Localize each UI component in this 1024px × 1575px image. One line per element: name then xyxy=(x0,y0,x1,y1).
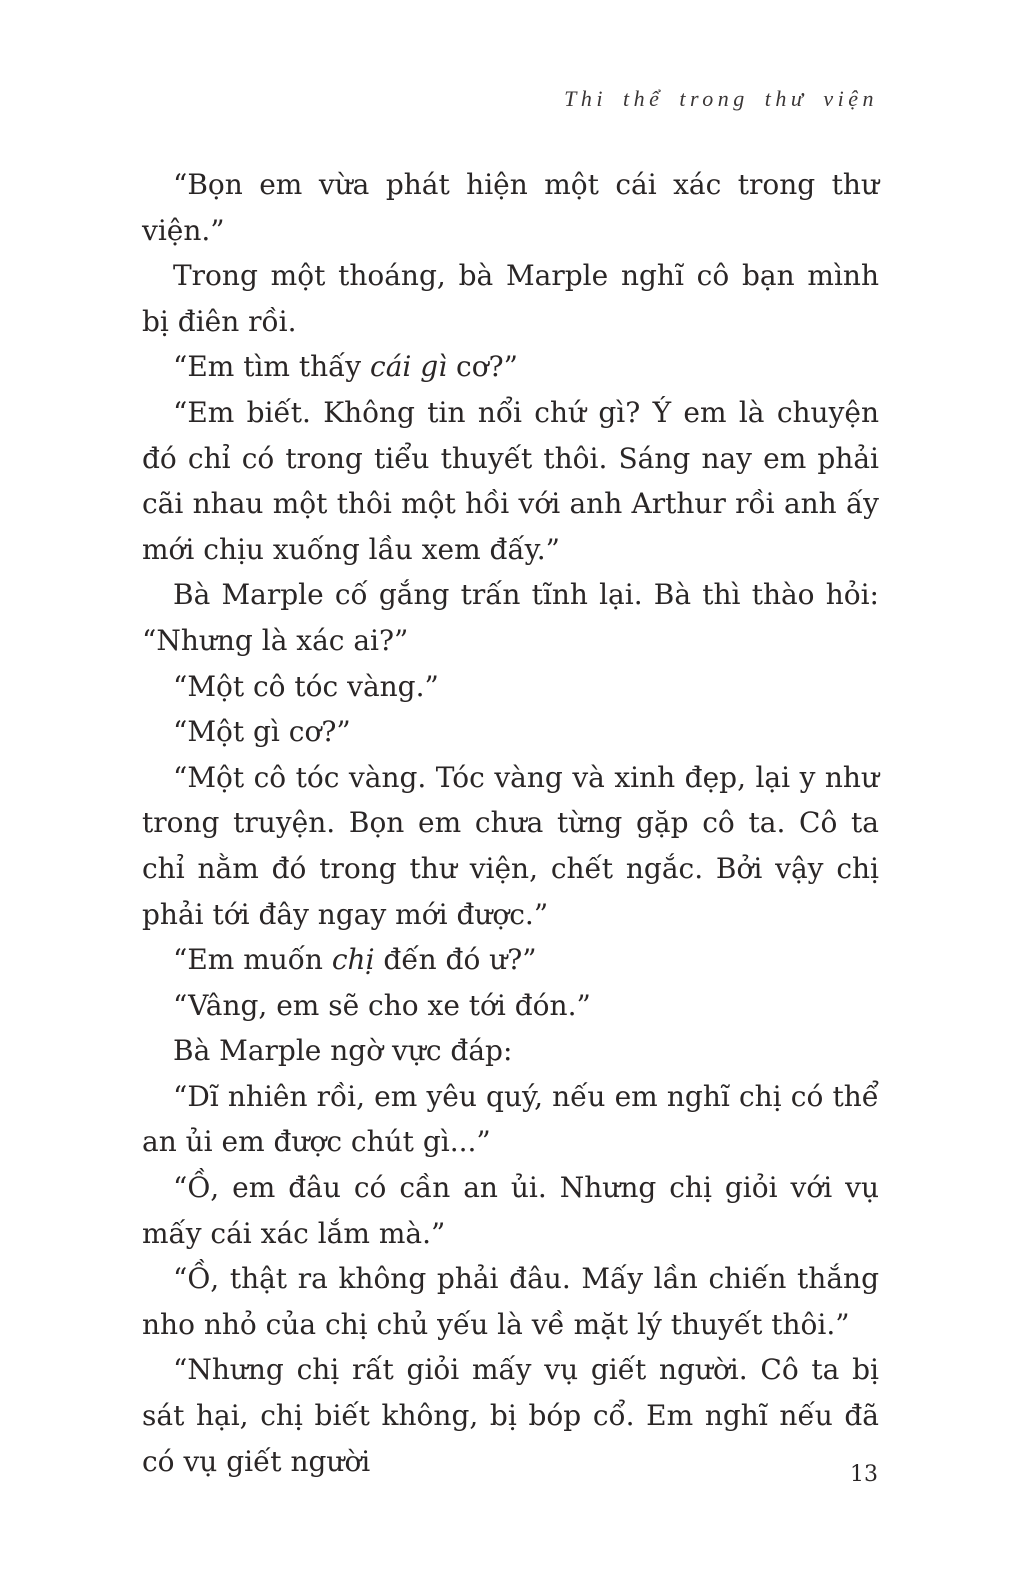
paragraph: “Một gì cơ?” xyxy=(173,715,351,749)
paragraph: “Vâng, em sẽ cho xe tới đón.” xyxy=(173,988,591,1022)
running-head-title: Thi thể trong thư viện xyxy=(564,86,878,111)
paragraph: Trong một thoáng, bà Marple nghĩ cô bạn mình bị điên rồi. xyxy=(142,259,879,338)
paragraph: Bà Marple cố gắng trấn tĩnh lại. Bà thì thào hỏi: “Nhưng là xác ai?” xyxy=(142,578,879,657)
paragraph: “Một cô tóc vàng. Tóc vàng và xinh đẹp, lại y như trong truyện. Bọn em chưa từng gặp cô ta. Cô ta chỉ nằm đó trong thư viện, chết ngắc. Bởi vậy chị phải tới đây ngay mới được.” xyxy=(142,760,879,931)
paragraph-text: “Em tìm thấy xyxy=(173,350,371,384)
paragraph-text: cơ?” xyxy=(447,350,518,384)
emphasis-text: cái gì xyxy=(370,350,448,384)
paragraph: “Ồ, thật ra không phải đâu. Mấy lần chiến thắng nho nhỏ của chị chủ yếu là về mặt lý thuyết thôi.” xyxy=(142,1262,879,1341)
emphasis-text: chị xyxy=(331,943,375,977)
paragraph: “Em biết. Không tin nổi chứ gì? Ý em là chuyện đó chỉ có trong tiểu thuyết thôi. Sáng nay em phải cãi nhau một thôi một hồi với anh Arthur rồi anh ấy mới chịu xuống lầu xem đấy.” xyxy=(142,395,879,566)
paragraph: “Bọn em vừa phát hiện một cái xác trong thư viện.” xyxy=(142,168,879,247)
paragraph-text: đến đó ư?” xyxy=(374,943,537,977)
paragraph: “Ồ, em đâu có cần an ủi. Nhưng chị giỏi với vụ mấy cái xác lắm mà.” xyxy=(142,1171,879,1250)
paragraph: “Dĩ nhiên rồi, em yêu quý, nếu em nghĩ chị có thể an ủi em được chút gì...” xyxy=(142,1079,879,1159)
paragraph: “Một cô tóc vàng.” xyxy=(173,669,439,703)
paragraph: “Nhưng chị rất giỏi mấy vụ giết người. Cô ta bị sát hại, chị biết không, bị bóp cổ. Em nghĩ nếu đã có vụ giết người xyxy=(142,1353,879,1478)
paragraph-text: “Em muốn xyxy=(173,943,332,977)
page-number: 13 xyxy=(850,1462,878,1487)
paragraph: Bà Marple ngờ vực đáp: xyxy=(173,1034,513,1068)
paragraph xyxy=(142,344,879,390)
page-body xyxy=(142,162,879,1484)
paragraph xyxy=(142,937,879,983)
